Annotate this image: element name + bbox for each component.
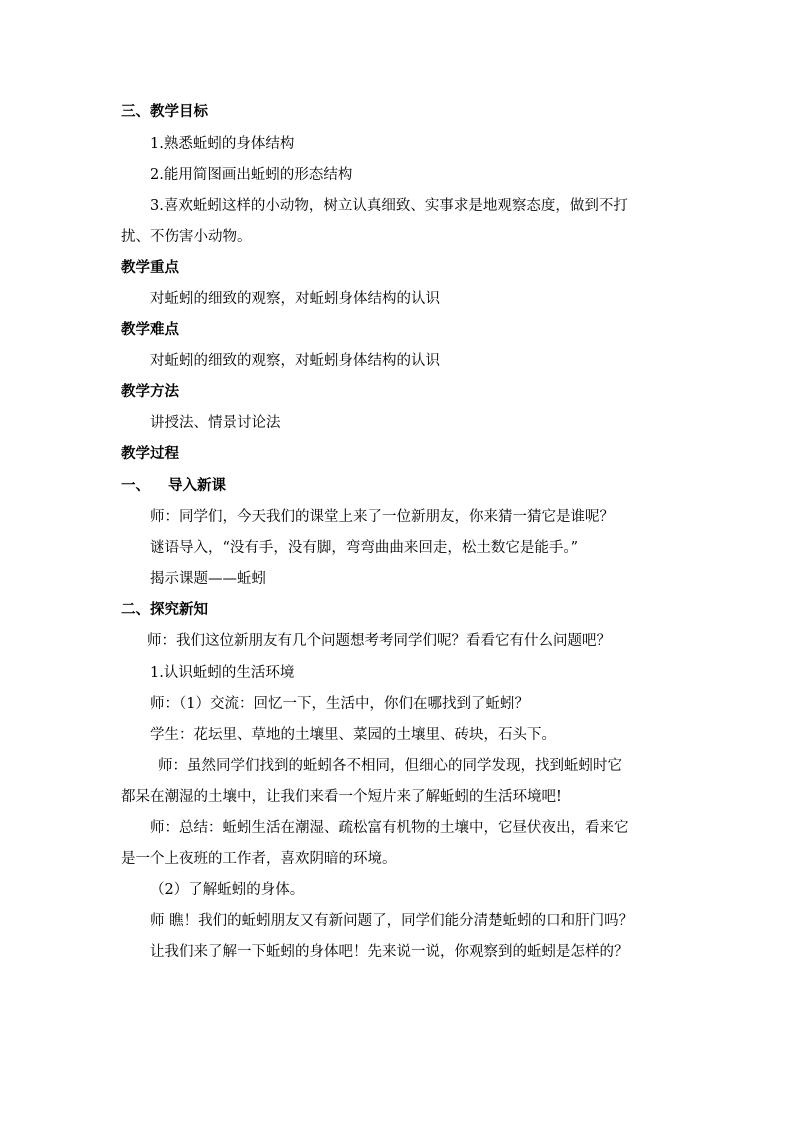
goal-item-3: 3.喜欢蚯蚓这样的小动物，树立认真细致、实事求是地观察态度，做到不打 (150, 198, 628, 214)
teacher-line-1: 师：同学们，今天我们的课堂上来了一位新朋友，你来猜一猜它是谁呢？ (150, 509, 614, 525)
section-heading-key-points: 教学重点 (121, 259, 179, 276)
teacher-line-3: 师：（1）交流：回忆一下，生活中，你们在哪找到了蚯蚓？ (150, 696, 529, 712)
methods-text: 讲授法、情景讨论法 (150, 415, 281, 431)
section-heading-methods: 教学方法 (121, 383, 179, 400)
section-heading-teaching-goals: 三、教学目标 (121, 103, 208, 120)
step-2-heading: （2）了解蚯蚓的身体。 (150, 882, 305, 898)
goal-item-1: 1.熟悉蚯蚓的身体结构 (150, 136, 295, 152)
student-line: 学生：花坛里、草地的土壤里、菜园的土壤里、砖块，石头下。 (150, 727, 556, 743)
section-heading-process: 教学过程 (121, 445, 179, 462)
difficulties-text: 对蚯蚓的细致的观察，对蚯蚓身体结构的认识 (150, 353, 440, 369)
teacher-line-4-cont: 都呆在潮湿的土壤中，让我们来看一个短片来了解蚯蚓的生活环境吧! (121, 789, 562, 805)
teacher-line-2: 师：我们这位新朋友有几个问题想考考同学们呢？看看它有什么问题吧？ (147, 633, 611, 649)
step-1-heading: 1.认识蚯蚓的生活环境 (150, 665, 295, 681)
subsection-heading-explore: 二、探究新知 (121, 601, 208, 618)
teacher-summary-line: 师：总结：蚯蚓生活在潮湿、疏松富有机物的土壤中，它昼伏夜出，看来它 (150, 820, 629, 836)
section-heading-difficulties: 教学难点 (121, 321, 179, 338)
teacher-line-4: 师：虽然同学们找到的蚯蚓各不相同，但细心的同学发现，找到蚯蚓时它 (158, 758, 622, 774)
goal-item-2: 2.能用简图画出蚯蚓的形态结构 (150, 167, 353, 183)
riddle-line: 谜语导入，“没有手，没有脚，弯弯曲曲来回走，松土数它是能手。” (150, 540, 579, 556)
reveal-topic-line: 揭示课题——蚯蚓 (150, 571, 266, 587)
goal-item-3-cont: 扰、不伤害小动物。 (121, 229, 252, 245)
subsection-heading-intro: 导入新课 (168, 477, 226, 494)
teacher-line-5: 师 瞧！我们的蚯蚓朋友又有新问题了，同学们能分清楚蚯蚓的口和肝门吗？ (150, 913, 634, 929)
teacher-line-6: 让我们来了解一下蚯蚓的身体吧！先来说一说，你观察到的蚯蚓是怎样的？ (150, 944, 629, 960)
teacher-summary-cont: 是一个上夜班的工作者，喜欢阴暗的环境。 (121, 851, 397, 867)
subsection-number-1: 一、 (121, 477, 150, 494)
key-points-text: 对蚯蚓的细致的观察，对蚯蚓身体结构的认识 (150, 291, 440, 307)
